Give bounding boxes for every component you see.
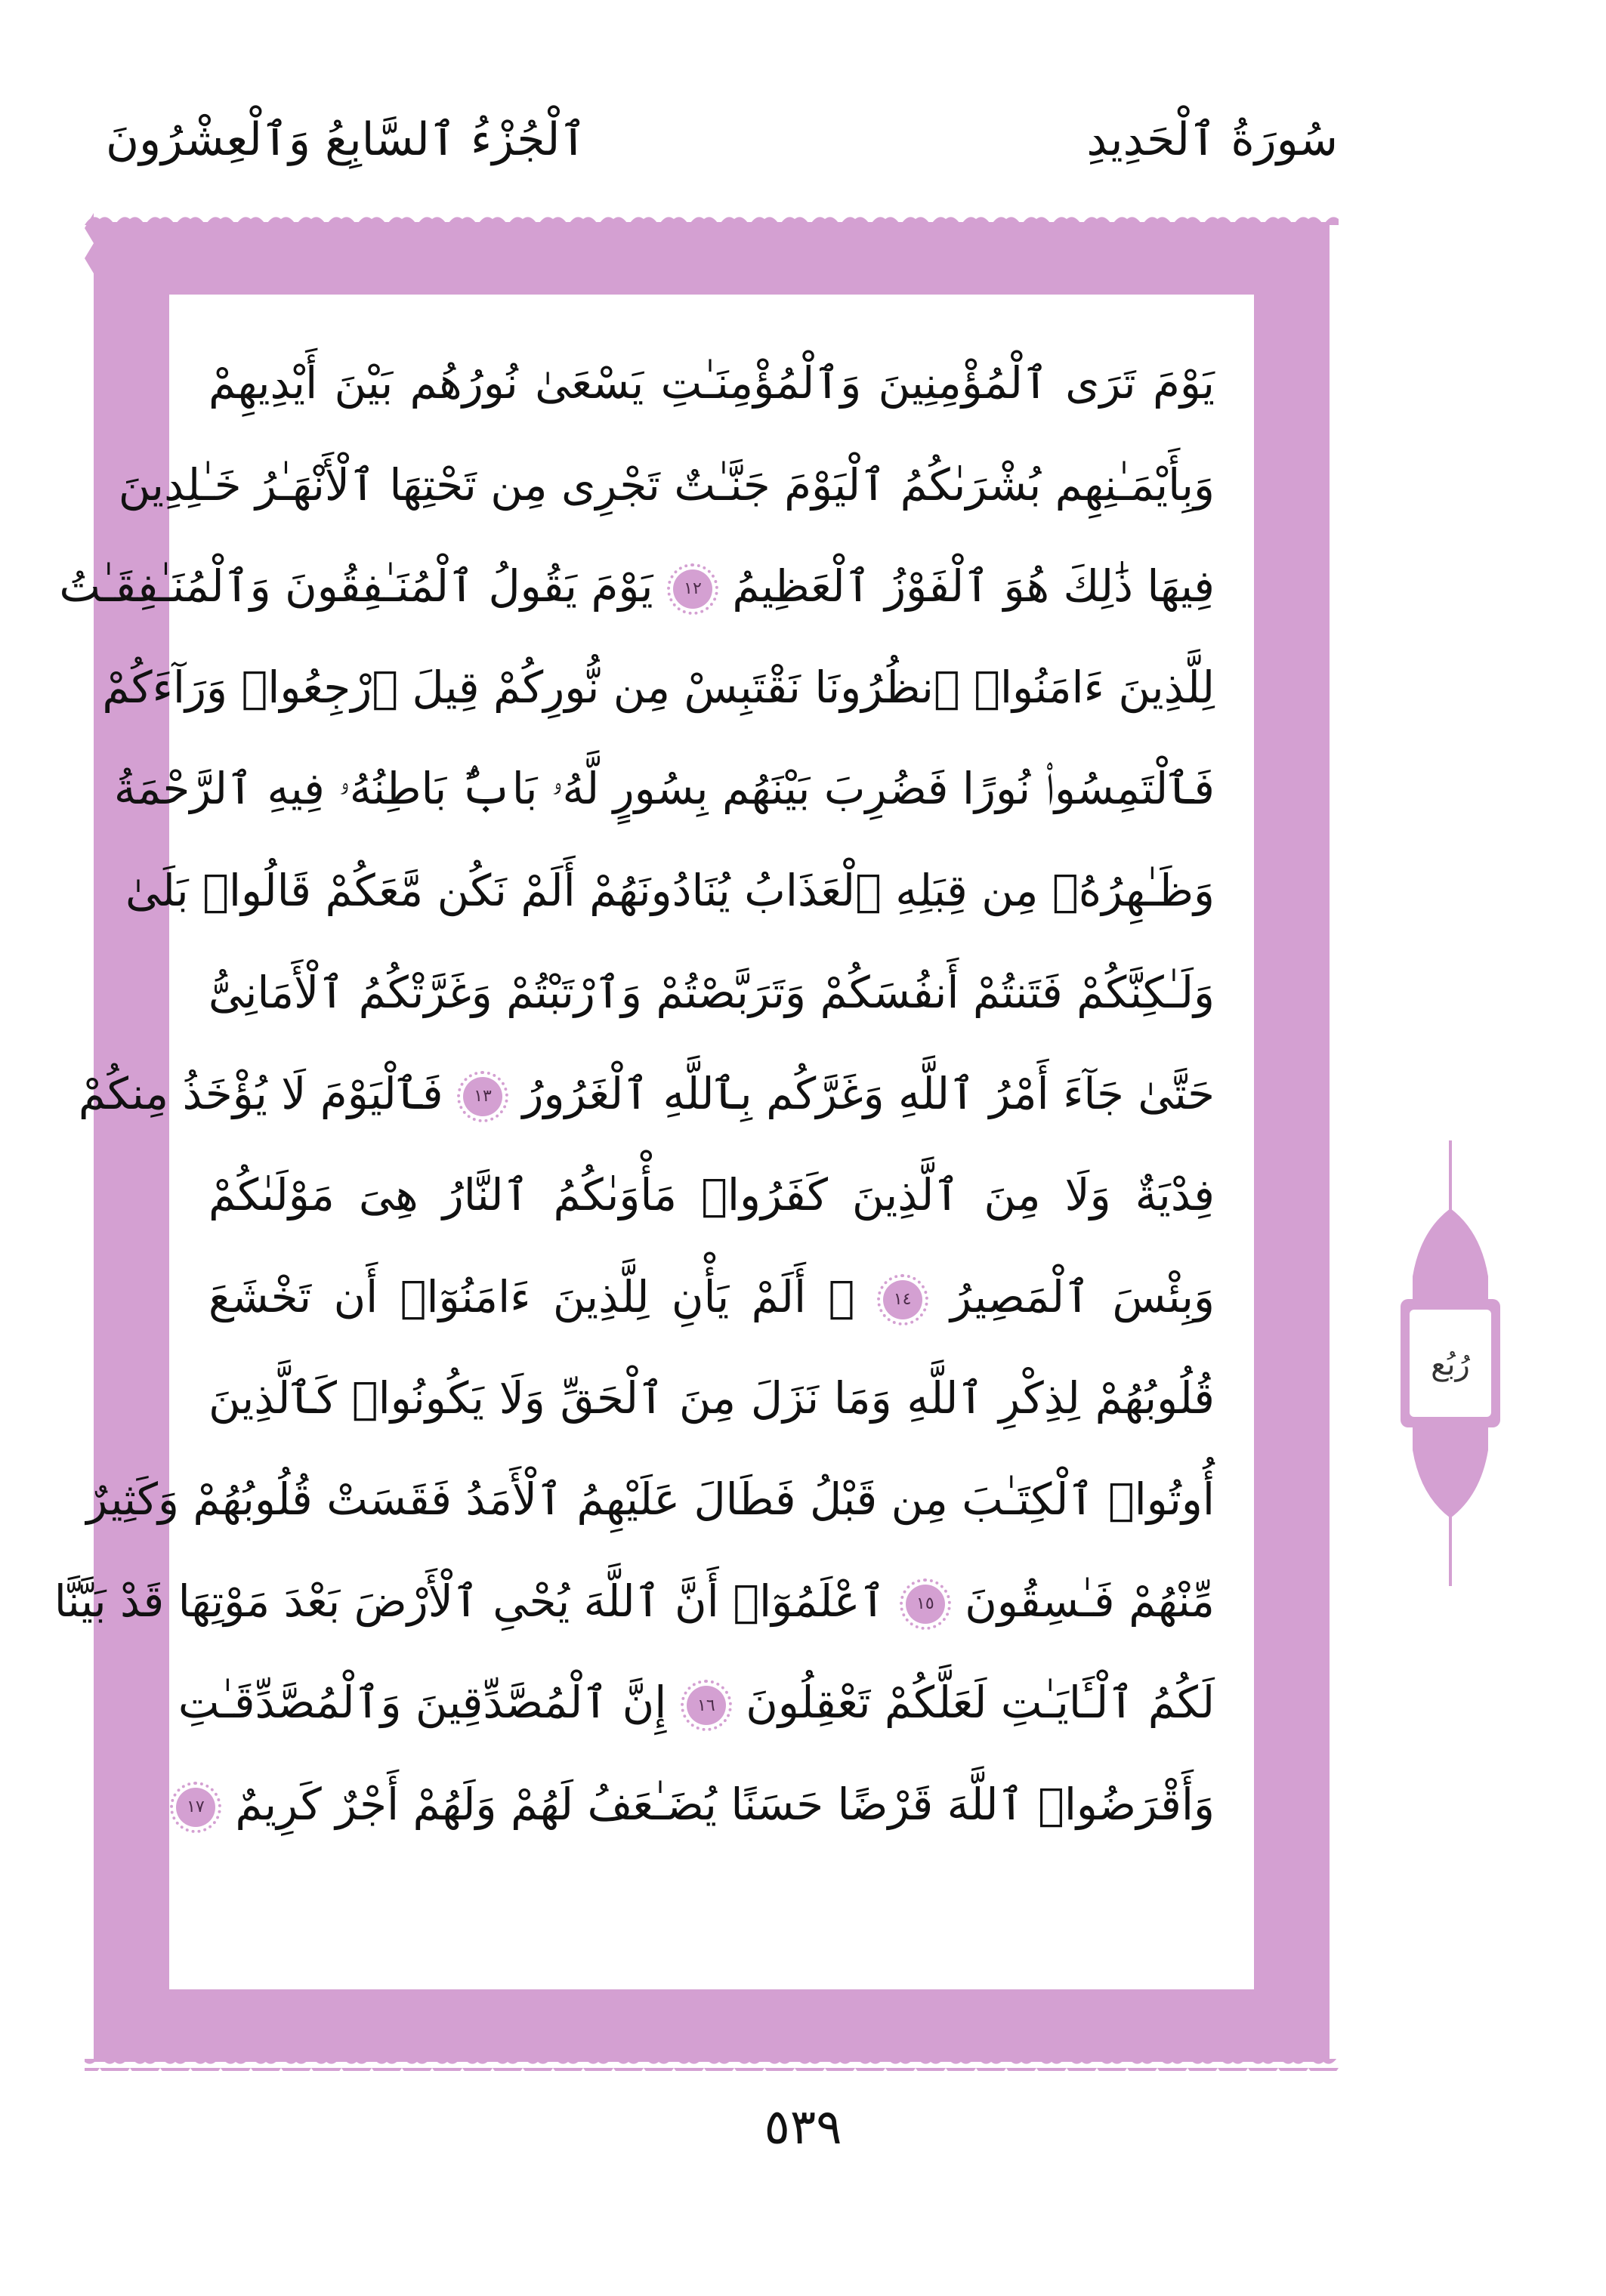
- line-5: فَٱلْتَمِسُوا۟ نُورًا فَضُرِبَ بَيْنَهُم بِسُورٍ لَّهُۥ بَابٌۢ بَاطِنُهُۥ فِيهِ ٱلرَّحْمَةُ: [113, 763, 1215, 815]
- hizb-label: رُبُع: [1431, 1347, 1470, 1382]
- ayah-marker: ١٦: [687, 1686, 726, 1725]
- line-3: فِيهَا ذَٰلِكَ هُوَ ٱلْفَوْزُ ٱلْعَظِيمُ ١٢ يَوْمَ يَقُولُ ٱلْمُنَـٰفِقُونَ وَٱلْمُنَـٰفِقَـٰتُ: [59, 560, 1215, 612]
- page-frame: [54, 213, 1339, 2071]
- page-number: ٥٣٩: [764, 2100, 842, 2156]
- line-2: وَبِأَيْمَـٰنِهِم بُشْرَىٰكُمُ ٱلْيَوْمَ جَنَّـٰتٌ تَجْرِى مِن تَحْتِهَا ٱلْأَنْهَـٰرُ خَـٰلِدِينَ: [118, 458, 1215, 511]
- line-6: وَظَـٰهِرُهُۥ مِن قِبَلِهِ ٱلْعَذَابُ يُنَادُونَهُمْ أَلَمْ نَكُن مَّعَكُمْ قَالُوا۟ بَلَىٰ: [125, 865, 1215, 917]
- ayah-marker: ١٣: [463, 1077, 502, 1116]
- line-10: وَبِئْسَ ٱلْمَصِيرُ ١٤ ۞ أَلَمْ يَأْنِ لِلَّذِينَ ءَامَنُوٓا۟ أَن تَخْشَعَ: [208, 1270, 1215, 1322]
- juz-title: ٱلْجُزْءُ ٱلسَّابِعُ وَٱلْعِشْرُونَ: [106, 113, 587, 166]
- verse-lines: [54, 332, 1215, 1956]
- line-8: حَتَّىٰ جَآءَ أَمْرُ ٱللَّهِ وَغَرَّكُم بِٱللَّهِ ٱلْغَرُورُ ١٣ فَٱلْيَوْمَ لَا يُؤْخَذُ مِنكُمْ: [78, 1067, 1215, 1119]
- ayah-marker: ١٢: [673, 569, 712, 609]
- surah-title: سُورَةُ ٱلْحَدِيدِ: [1086, 113, 1338, 166]
- line-12: أُوتُوا۟ ٱلْكِتَـٰبَ مِن قَبْلُ فَطَالَ عَلَيْهِمُ ٱلْأَمَدُ فَقَسَتْ قُلُوبُهُمْ وَكَثِيرٌ: [86, 1474, 1215, 1526]
- line-13: مِّنْهُمْ فَـٰسِقُونَ ١٥ ٱعْلَمُوٓا۟ أَنَّ ٱللَّهَ يُحْىِ ٱلْأَرْضَ بَعْدَ مَوْتِهَا قَدْ بَيَّنَّا: [54, 1575, 1215, 1627]
- hizb-marker: [1390, 1140, 1511, 1586]
- line-14: لَكُمُ ٱلْـَٔايَـٰتِ لَعَلَّكُمْ تَعْقِلُونَ ١٦ إِنَّ ٱلْمُصَّدِّقِينَ وَٱلْمُصَّدِّقَـٰتِ: [178, 1677, 1215, 1729]
- ayah-marker: ١٤: [883, 1280, 922, 1319]
- line-1: يَوْمَ تَرَى ٱلْمُؤْمِنِينَ وَٱلْمُؤْمِنَـٰتِ يَسْعَىٰ نُورُهُم بَيْنَ أَيْدِيهِمْ: [208, 357, 1215, 409]
- line-4: لِلَّذِينَ ءَامَنُوا۟ ٱنظُرُونَا نَقْتَبِسْ مِن نُّورِكُمْ قِيلَ ٱرْجِعُوا۟ وَرَآءَكُمْ: [102, 662, 1215, 714]
- text-area: [54, 295, 1254, 1989]
- line-11: قُلُوبُهُمْ لِذِكْرِ ٱللَّهِ وَمَا نَزَلَ مِنَ ٱلْحَقِّ وَلَا يَكُونُوا۟ كَٱلَّذِينَ: [208, 1372, 1215, 1424]
- line-9: فِدْيَةٌ وَلَا مِنَ ٱلَّذِينَ كَفَرُوا۟ مَأْوَىٰكُمُ ٱلنَّارُ هِىَ مَوْلَىٰكُمْ: [208, 1169, 1215, 1221]
- ayah-marker: ١٧: [176, 1788, 215, 1827]
- line-7: وَلَـٰكِنَّكُمْ فَتَنتُمْ أَنفُسَكُمْ وَتَرَبَّصْتُمْ وَٱرْتَبْتُمْ وَغَرَّتْكُمُ ٱلْأَمَانِىُّ: [208, 966, 1215, 1018]
- line-15: وَأَقْرَضُوا۟ ٱللَّهَ قَرْضًا حَسَنًا يُضَـٰعَفُ لَهُمْ وَلَهُمْ أَجْرٌ كَرِيمٌ ١٧: [208, 1753, 1215, 1854]
- ayah-marker: ١٥: [906, 1585, 945, 1624]
